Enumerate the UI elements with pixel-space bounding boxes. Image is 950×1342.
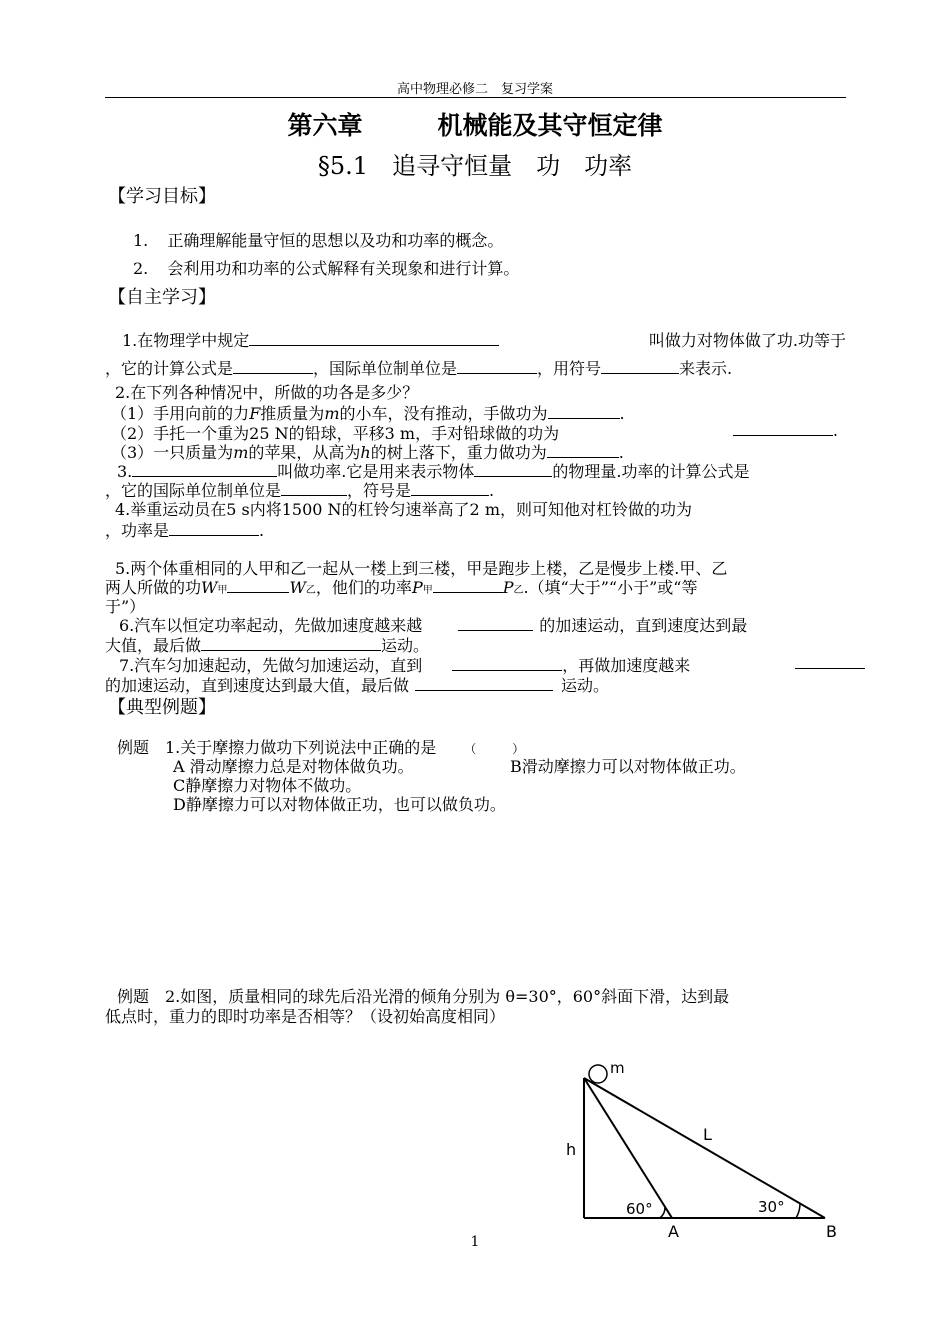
q2-text: .: [832, 421, 838, 440]
q7-text: 运动。: [561, 676, 610, 695]
ex1-text: 例题 1.关于摩擦力做功下列说法中正确的是: [117, 738, 437, 757]
answer-blank[interactable]: [227, 578, 289, 593]
answer-blank[interactable]: [169, 521, 259, 536]
q2-text: （2）手托一个重为25 N的铅球，平移3 m，手对铅球做的功为: [111, 424, 560, 443]
page-number: 1: [470, 1234, 480, 1250]
q2-text: （1）手用向前的力: [111, 404, 250, 423]
q3-text: 叫做功率.它是用来表示物体: [277, 462, 475, 481]
answer-blank[interactable]: [458, 616, 533, 631]
answer-blank[interactable]: [457, 359, 537, 374]
var-m: m: [233, 443, 249, 462]
q1-text: 来表示.: [679, 359, 733, 378]
objective-num: 1.: [133, 231, 149, 250]
q4-text: ，功率是: [105, 521, 170, 540]
q2-text: .: [618, 443, 624, 462]
var-F: F: [249, 404, 261, 423]
answer-blank[interactable]: [795, 654, 865, 669]
ex1-option-c: C静摩擦力对物体不做功。: [173, 776, 362, 795]
ball-icon: [589, 1065, 607, 1083]
answer-blank[interactable]: [132, 462, 277, 477]
q1-text: 叫做力对物体做了功.功等于: [648, 331, 846, 350]
q5-line3: 于”）: [105, 597, 146, 616]
q2-text: 的苹果，从高为: [248, 443, 361, 462]
q6-text: 运动。: [381, 636, 430, 655]
q1-line1: [122, 328, 846, 351]
objective-item-1: [133, 228, 503, 251]
q1-num: 1.: [122, 331, 138, 350]
q1-text: ，用符号: [537, 359, 602, 378]
answer-blank[interactable]: [411, 481, 489, 496]
q5-text: .（填“大于”“小于”或“等: [523, 578, 698, 597]
q2-text: 的树上落下，重力做功为: [370, 443, 547, 462]
q2-text: 推质量为: [260, 404, 325, 423]
q2-stem: 2.在下列各种情况中，所做的功各是多少？: [115, 383, 419, 402]
label-A: A: [668, 1222, 679, 1241]
label-L: L: [703, 1125, 712, 1144]
answer-blank[interactable]: [415, 676, 553, 691]
label-B: B: [826, 1222, 837, 1241]
subscript-yi: 乙: [513, 585, 524, 596]
label-60: 60°: [626, 1200, 653, 1218]
q2-text: （3）一只质量为: [111, 443, 234, 462]
q7-text: 7.汽车匀加速起动，先做匀加速运动，直到: [119, 656, 423, 675]
running-header: 高中物理必修二 复习学案: [396, 82, 553, 97]
answer-blank[interactable]: [201, 636, 381, 651]
q7-blank-right[interactable]: [795, 654, 865, 673]
ex2-line1: 例题 2.如图，质量相同的球先后沿光滑的倾角分别为 θ=30°，60°斜面下滑，达到最: [117, 987, 730, 1006]
var-W: W: [289, 578, 306, 597]
label-h: h: [566, 1140, 577, 1159]
var-P: P: [502, 578, 514, 597]
q2-text: 的小车，没有推动，手做功为: [339, 404, 548, 423]
q6-text: 的加速运动，直到速度达到最: [539, 616, 748, 635]
incline-diagram: [560, 1058, 850, 1243]
header-rule: [105, 97, 846, 98]
angle-arc-60: [660, 1207, 665, 1218]
q5-text: 两人所做的功: [105, 578, 202, 597]
ex1-option-b: B滑动摩擦力可以对物体做正功。: [510, 757, 746, 776]
objectives-heading: 【学习目标】: [108, 186, 216, 207]
q7-text: ，再做加速度越来: [562, 656, 691, 675]
q3-text: .: [489, 481, 495, 500]
q5-text: ，他们的功率: [315, 578, 412, 597]
q1-text: ，国际单位制单位是: [313, 359, 458, 378]
answer-blank[interactable]: [433, 578, 503, 593]
q5-line2: [105, 575, 697, 598]
objective-text: 会利用功和功率的公式解释有关现象和进行计算。: [167, 259, 520, 278]
q1-line2: [105, 356, 732, 379]
ex2-line2: 低点时，重力的即时功率是否相等？（设初始高度相同）: [105, 1007, 506, 1026]
q7-text: 的加速运动，直到速度达到最大值，最后做: [105, 676, 410, 695]
answer-blank[interactable]: [452, 656, 562, 671]
subscript-jia: 甲: [422, 585, 433, 596]
incline-60: [584, 1078, 672, 1218]
incline-30: [584, 1078, 825, 1218]
chapter-title: 第六章 机械能及其守恒定律: [287, 111, 663, 140]
answer-blank[interactable]: [733, 421, 833, 436]
q3-text: ，符号是: [347, 481, 412, 500]
objective-item-2: [133, 256, 519, 279]
objective-num: 2.: [133, 259, 149, 278]
angle-arc-30: [796, 1204, 800, 1218]
label-30: 30°: [758, 1198, 785, 1216]
q6-text: 6.汽车以恒定功率起动，先做加速度越来越: [119, 616, 423, 635]
ex1-option-d: D静摩擦力可以对物体做正功，也可以做负功。: [173, 795, 506, 814]
answer-paren: （ ）: [464, 742, 525, 756]
var-h: h: [360, 443, 371, 462]
q6-text: 大值，最后做: [105, 636, 202, 655]
answer-blank[interactable]: [548, 404, 620, 419]
ex1-option-a: A 滑动摩擦力总是对物体做负功。: [173, 757, 414, 776]
q2-text: .: [619, 404, 625, 423]
subscript-yi: 乙: [305, 585, 316, 596]
var-W: W: [201, 578, 218, 597]
var-P: P: [411, 578, 423, 597]
q5-line1: 5.两个体重相同的人甲和乙一起从一楼上到三楼，甲是跑步上楼，乙是慢步上楼.甲、乙: [115, 559, 728, 578]
answer-blank[interactable]: [281, 481, 347, 496]
self-study-heading: 【自主学习】: [108, 287, 216, 308]
label-m: m: [610, 1059, 625, 1077]
var-m: m: [324, 404, 340, 423]
subscript-jia: 甲: [217, 585, 228, 596]
answer-blank[interactable]: [474, 462, 552, 477]
q4-line1: 4.举重运动员在5 s内将1500 N的杠铃匀速举高了2 m，则可知他对杠铃做的功为: [115, 500, 692, 519]
q1-text: 在物理学中规定: [137, 331, 250, 350]
answer-blank[interactable]: [233, 359, 313, 374]
q3-num: 3.: [117, 462, 133, 481]
q3-text: ，它的国际单位制单位是: [105, 481, 282, 500]
answer-blank[interactable]: [547, 443, 619, 458]
examples-heading: 【典型例题】: [108, 697, 216, 718]
objective-text: 正确理解能量守恒的思想以及功和功率的概念。: [167, 231, 504, 250]
answer-blank[interactable]: [249, 331, 499, 346]
answer-blank[interactable]: [601, 359, 679, 374]
q4-text: .: [259, 521, 265, 540]
q4-line2: [105, 518, 264, 541]
section-title: §5.1 追寻守恒量 功 功率: [317, 152, 633, 180]
q3-text: 的物理量.功率的计算公式是: [552, 462, 750, 481]
q1-text: ，它的计算公式是: [105, 359, 234, 378]
